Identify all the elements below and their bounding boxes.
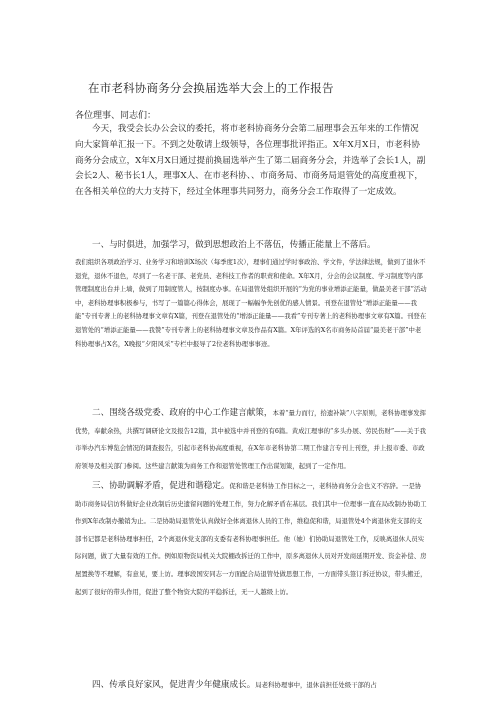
section-2-heading: 二、围绕各级党委、政府的中心工作建言献策， <box>92 408 273 418</box>
section-3-heading: 三、协助调解矛盾，促进和谐稳定。 <box>92 481 230 491</box>
page-title: 在市老科协商务分会换届选举大会上的工作报告 <box>88 81 334 95</box>
section-4-heading: 四、传承良好家风，促进青少年健康成长。 <box>92 680 256 690</box>
section-2-body: 本着“量力而行，拾遗补缺”八字原则，老科协理事发挥优势，奉献余热，共撰写调研论文及报告12篇，其中被选中并刊登的有6篇。黄成江理事的“多头办展、劳民伤财”——关于我市举办汽车博览会情况的调查报告，引起市老科协高度重视，在X年市老科协第二期工作建言专刊上刊登，并上报市委、市政府领导及相关部门参阅。这些建言献策为商务工作和退管处管理工作出谋划策，起到了一定作用。 <box>75 409 427 470</box>
section-1-heading: 一、与时俱进，加强学习，做到思想政治上不落伍，传播正能量上不落后。 <box>92 240 376 250</box>
greeting: 各位理事、同志们： <box>75 111 157 121</box>
section-2-paragraph <box>75 403 427 473</box>
section-3-paragraph <box>75 476 427 599</box>
section-4-body: 局老科协理事中，退休前担任处级干部的占 <box>255 681 377 689</box>
section-4-paragraph <box>75 674 427 693</box>
intro-paragraph: 今天，我受会长办公会议的委托，将市老科协商务分会第二届理事会五年来的工作情况向大家简单汇报一下。不到之处敬请上级领导，各位理事批评指正。X年X月X日，市老科协商务分会成立，X年X月X日通过提前换届选举产生了第二届商务分会，并选举了会长1人，副会长2人、秘书长1人，理事X人、在市老科协、、市商务局、市商务局退管处的高度重视下，在各相关单位的大力支持下，经过全体理事共同努力，商务分会工作取得了一定成效。 <box>75 124 426 198</box>
section-1-body: 我们组织各项政治学习、业务学习和培训X场次（每季度1次），理事们通过学时事政治、学文件，学法律法规，做到了退休不退党，退休不退色，尽到了一名老干部、老党员、老科技工作者的职责和使命。X年X月，分会的会议制度、学习制度等内部管理制度出台并上墙，做到了用制度管人，按制度办事。在局退管处组织开展的“为党的事业增添正能量，做最美老干部”活动中，老科协理事积极参与，书写了一篇篇心得体会，展现了一幅幅争先创优的感人情景。刊登在退管处“增添正能量——我能”专刊专著上的老科协理事文章有X篇，刊登在退管处的“增添正能量——我看”专刊专著上的老科协理事文章有X篇。刊登在退管处的“增添正能量——我赞”专刊专著上的老科协理事文章及作品有X篇。X年评选的X名市商务局首届“最美老干部”中老科协理事占X名，X晚报“夕阳风采”专栏中报导了2位老科协理事事迹。 <box>75 258 427 348</box>
section-3-body: 促和谐是老科协工作目标之一，老科协商务分会也义不容辞。一是协助市商务局信访科做好企业改制后历史遗留问题的处理工作，努力化解矛盾在基层。我们其中一位理事一直在局改制办协助工作到X年改制办撤销为止。二是协助局退管处认真做好全体离退休人员的工作，维稳促和谐，局退管处4个离退休党支部的支部书记都是老科协理事担任，2个离退休党支部的支委有老科协理事担任。他（她）们协助局退管处工作，反映离退休人员实际问题，做了大量有效的工作。例如原物资局机关大院棚改拆迁的工作中，原多离退休人员对开发商延期开发、资金补偿、房屋置换等不理解，有意见，要上访。理事段国安同志一方面配合局退管处做思想工作，一方面带头签订拆迁协议，带头搬迁，起到了很好的带头作用，促进了整个物资大院的平稳拆迁，无一人越级上访。 <box>75 482 427 596</box>
